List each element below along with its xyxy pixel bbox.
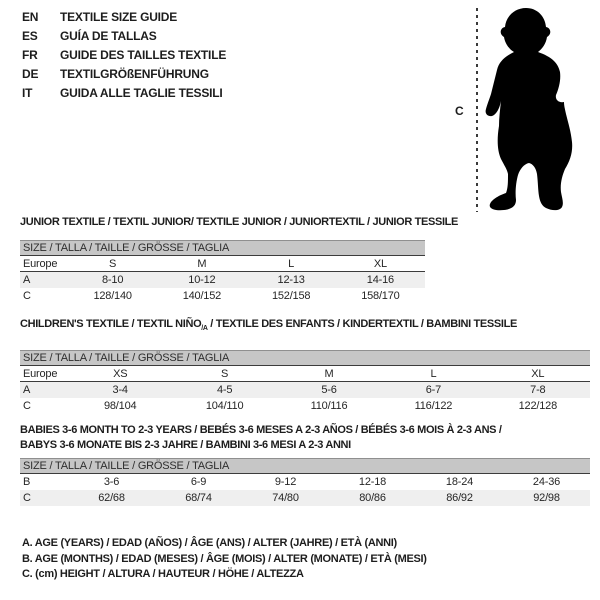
table-title-text: BABIES 3-6 MONTH TO 2-3 YEARS / BEBÉS 3-6 MESES A 2-3 AÑOS / BÉBÉS 3-6 MOIS À 2-3 ANS / (20, 424, 502, 436)
row-label: Europe (23, 257, 58, 270)
size-table-junior (20, 215, 595, 304)
table-title-text: /A (201, 325, 208, 333)
table-box (20, 240, 425, 304)
table-rows (20, 474, 590, 506)
footnotes (22, 536, 427, 583)
table-cell: 5-6 (321, 384, 337, 397)
table-box (20, 458, 590, 506)
toddler-silhouette-shape (486, 8, 573, 210)
table-cell: 68/74 (185, 492, 212, 504)
table-cell: 116/122 (414, 400, 453, 413)
table-cell: 8-10 (102, 274, 124, 286)
size-header-bar: SIZE / TALLA / TAILLE / GRÖSSE / TAGLIA (20, 240, 425, 256)
table-title (20, 215, 595, 230)
table-row (20, 366, 590, 382)
language-row (22, 7, 226, 26)
row-label: A (23, 384, 31, 397)
language-code: IT (22, 85, 33, 100)
language-title: GUÍA DE TALLAS (60, 28, 157, 43)
table-cell: 18-24 (445, 476, 474, 488)
row-label: C (23, 492, 31, 504)
height-dotted-line (476, 8, 478, 212)
table-cell: 80/86 (359, 492, 386, 504)
table-cell: 10-12 (188, 274, 216, 286)
language-title: GUIDE DES TAILLES TEXTILE (60, 47, 227, 62)
table-cell: 12-18 (358, 476, 387, 488)
table-cell: 122/128 (518, 400, 558, 413)
height-c-label: C (455, 104, 464, 118)
table-cell: 140/152 (182, 290, 222, 302)
table-cell: M (197, 257, 207, 270)
table-cell: L (430, 367, 437, 380)
language-row (22, 64, 226, 83)
table-row (20, 398, 590, 414)
table-cell: 3-4 (112, 384, 128, 397)
language-code: EN (22, 9, 39, 24)
row-label: B (23, 476, 31, 488)
size-table-children (20, 317, 595, 414)
table-cell: 6-7 (425, 384, 442, 397)
table-cell: 110/116 (310, 400, 348, 413)
table-title-text: CHILDREN'S TEXTILE / TEXTIL NIÑO (20, 318, 202, 330)
table-row (20, 256, 425, 272)
toddler-silhouette (484, 6, 598, 214)
table-rows (20, 256, 425, 304)
footnote-line: C. (cm) HEIGHT / ALTURA / HAUTEUR / HÖHE / ALTEZZA (22, 568, 304, 580)
table-cell: 92/98 (533, 492, 560, 504)
table-cell: XL (373, 257, 387, 270)
language-row (22, 83, 226, 102)
table-title-text: BABYS 3-6 MONATE BIS 2-3 JAHRE / BAMBINI 3-6 MESI A 2-3 ANNI (20, 439, 351, 451)
table-cell: 9-12 (274, 476, 297, 488)
footnote-line: B. AGE (MONTHS) / EDAD (MESES) / ÂGE (MOIS) / ALTER (MONATE) / ETÀ (MESI) (22, 552, 427, 565)
table-title (20, 423, 595, 453)
table-cell: M (324, 367, 334, 380)
language-title-list (22, 7, 226, 102)
language-code: FR (22, 47, 38, 62)
language-row (22, 45, 226, 64)
table-cell: XS (113, 367, 128, 380)
table-cell: 152/158 (271, 290, 311, 302)
table-cell: 128/140 (93, 290, 132, 302)
table-cell: 24-36 (532, 476, 561, 488)
row-label: C (23, 400, 31, 413)
language-row (22, 26, 226, 45)
language-title: TEXTILGRÖßENFÜHRUNG (60, 66, 209, 81)
table-cell: L (288, 257, 295, 270)
language-code: ES (22, 28, 38, 43)
table-row (20, 272, 425, 288)
table-row (20, 288, 425, 304)
language-code: DE (22, 66, 39, 81)
table-row (20, 490, 590, 506)
language-title: TEXTILE SIZE GUIDE (60, 9, 178, 24)
row-label: C (23, 290, 31, 302)
language-title: GUIDA ALLE TAGLIE TESSILI (60, 85, 223, 100)
table-cell: 62/68 (98, 492, 125, 504)
table-cell: 158/170 (361, 290, 400, 302)
table-cell: 3-6 (103, 476, 120, 488)
table-row (20, 382, 590, 398)
table-cell: 12-13 (277, 274, 305, 286)
table-row (20, 474, 590, 490)
table-cell: 6-9 (190, 476, 207, 488)
table-cell: 74/80 (272, 492, 299, 504)
row-label: Europe (23, 367, 58, 380)
table-cell: 7-8 (530, 384, 546, 397)
table-cell: S (221, 367, 229, 380)
size-table-babies (20, 423, 595, 506)
row-label: A (23, 274, 31, 286)
table-title (20, 317, 595, 336)
table-cell: 86/92 (446, 492, 473, 504)
table-title-text: JUNIOR TEXTILE / TEXTIL JUNIOR/ TEXTILE JUNIOR / JUNIORTEXTIL / JUNIOR TESSILE (20, 216, 459, 228)
size-header-bar: SIZE / TALLA / TAILLE / GRÖSSE / TAGLIA (20, 458, 590, 474)
footnote-line: A. AGE (YEARS) / EDAD (AÑOS) / ÂGE (ANS) / ALTER (JAHRE) / ETÀ (ANNI) (22, 537, 397, 549)
table-title-text: / TEXTILE DES ENFANTS / KINDERTEXTIL / BAMBINI TESSILE (207, 318, 517, 330)
table-cell: XL (531, 367, 545, 380)
table-box (20, 350, 590, 414)
table-cell: 14-16 (366, 274, 394, 286)
size-header-bar: SIZE / TALLA / TAILLE / GRÖSSE / TAGLIA (20, 350, 590, 366)
table-cell: 104/110 (205, 400, 244, 413)
table-rows (20, 366, 590, 414)
table-cell: 98/104 (103, 400, 137, 413)
table-cell: S (109, 257, 117, 270)
table-cell: 4-5 (216, 384, 233, 397)
